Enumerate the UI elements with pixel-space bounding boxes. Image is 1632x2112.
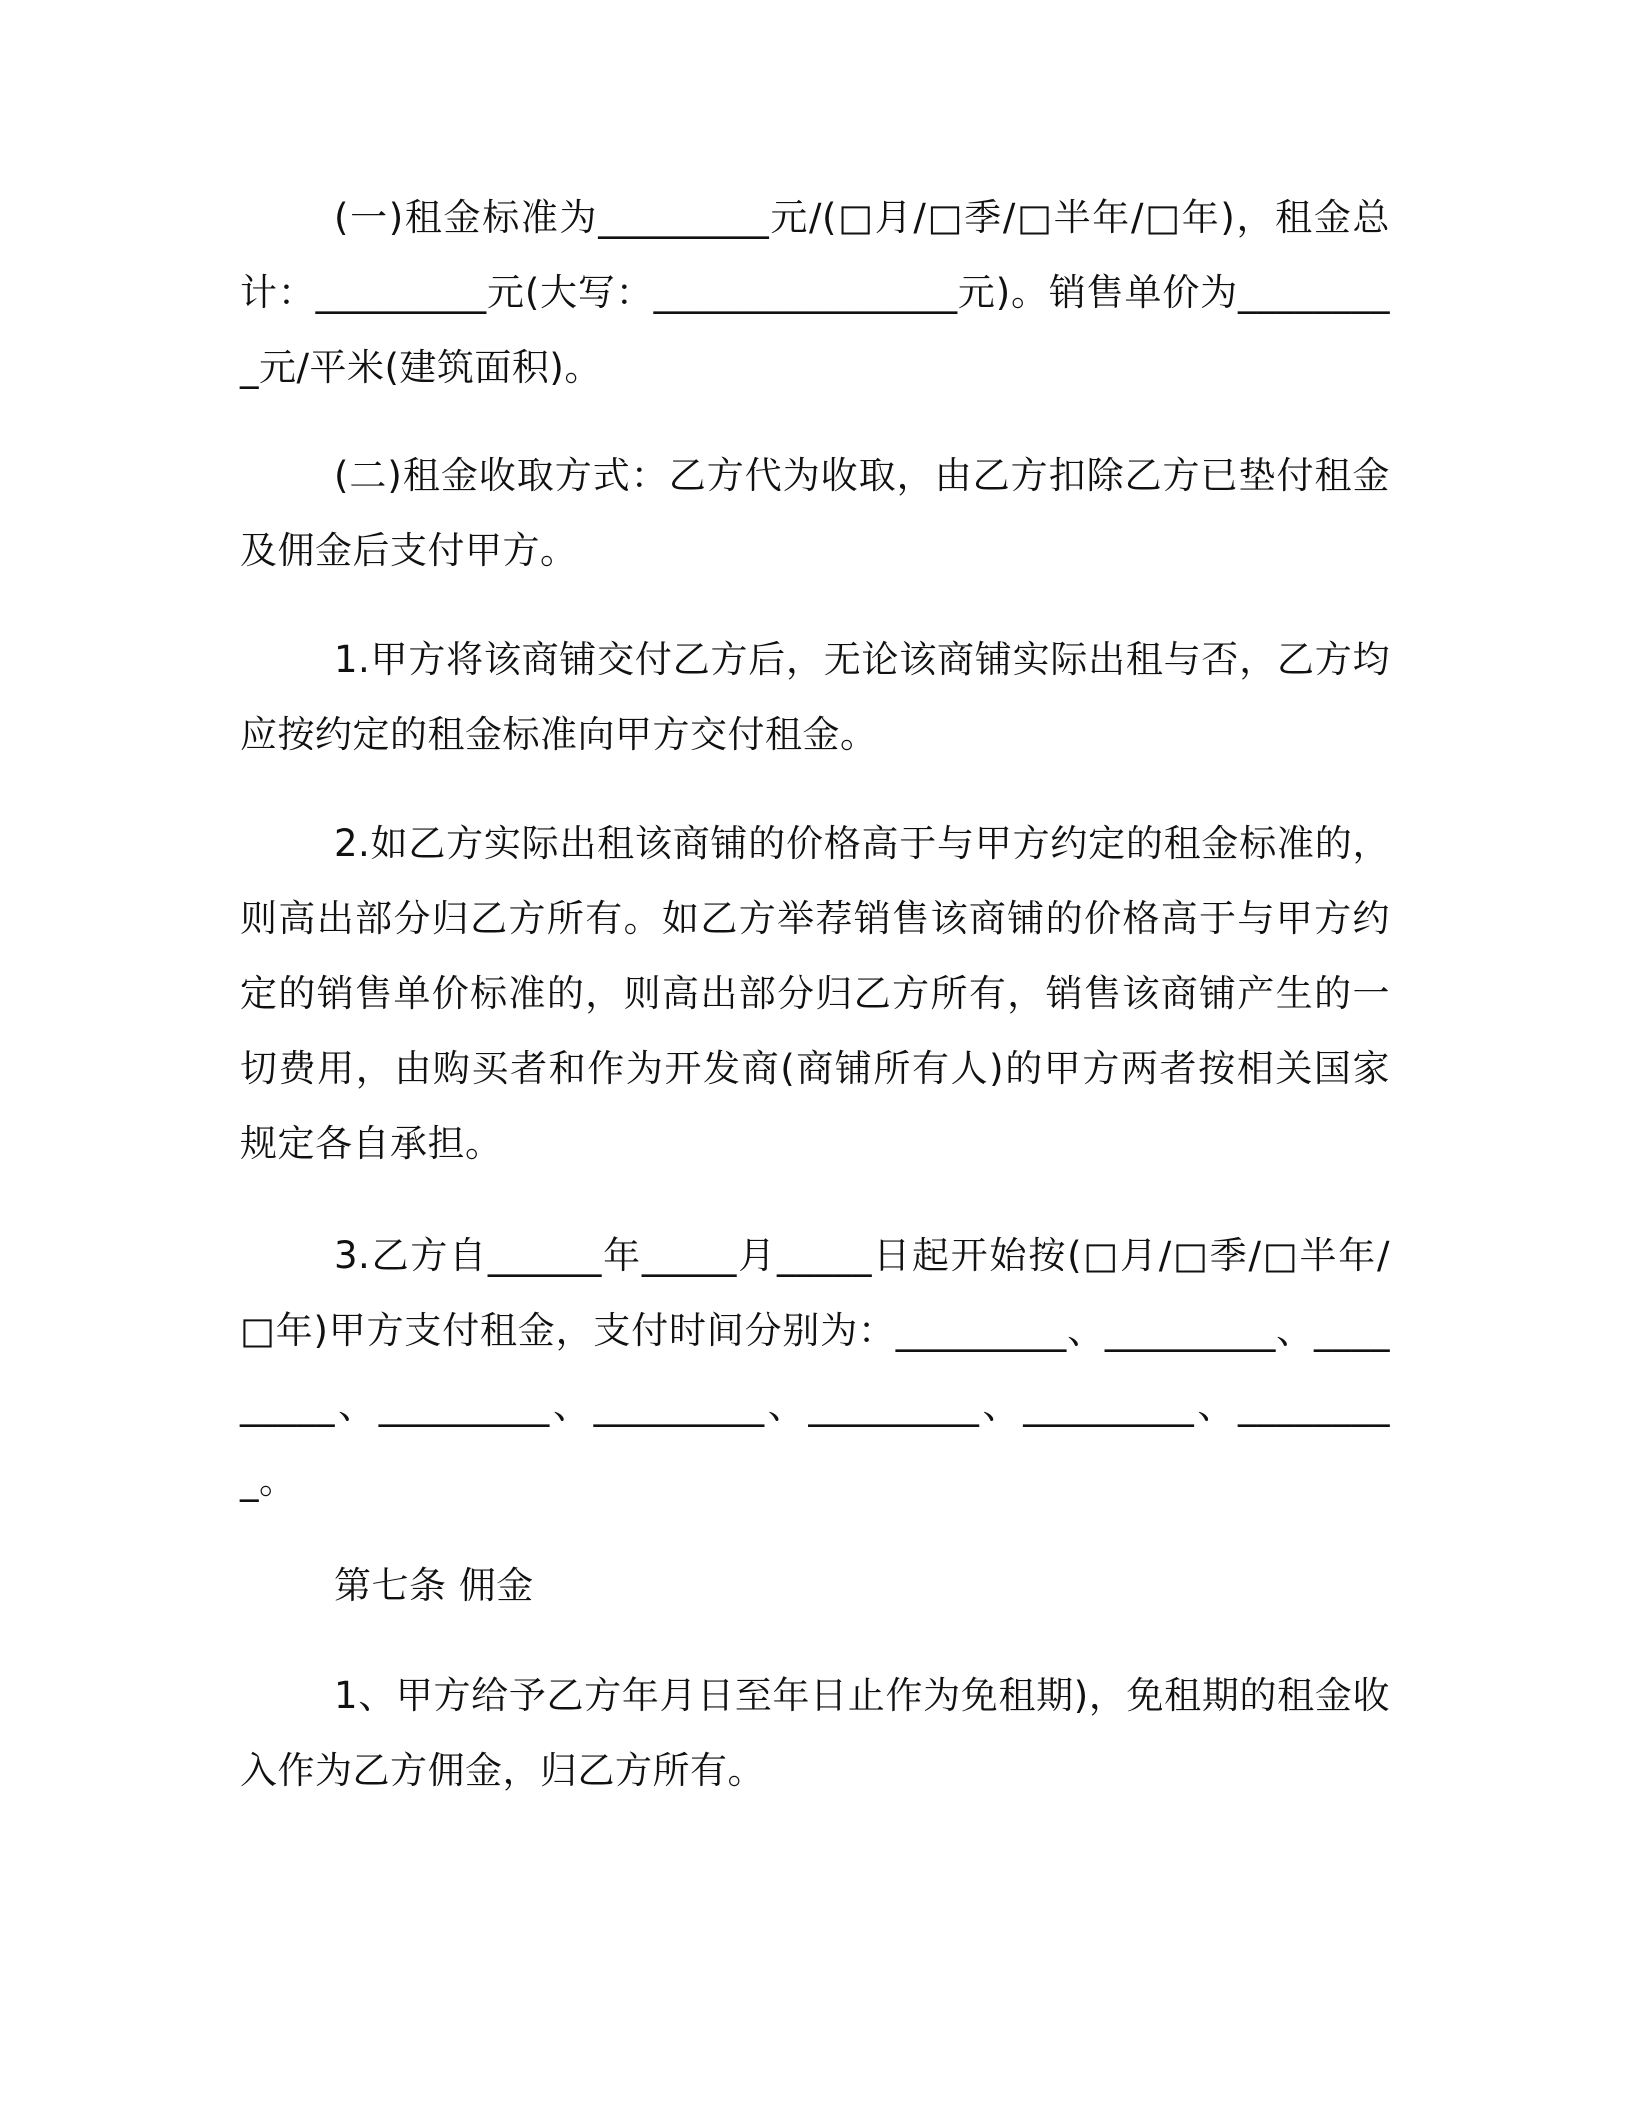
paragraph-rent-standard: (一)租金标准为_________元/(□月/□季/□半年/□年)，租金总计：_________元(大写：________________元)。销售单价为_________元/平米(建筑面积)。 (240, 196, 1390, 389)
paragraph-clause-2: 2.如乙方实际出租该商铺的价格高于与甲方约定的租金标准的，则高出部分归乙方所有。如乙方举荐销售该商铺的价格高于与甲方约定的销售单价标准的，则高出部分归乙方所有，销售该商铺产生的一切费用，由购买者和作为开发商(商铺所有人)的甲方两者按相关国家规定各自承担。 (240, 822, 1390, 1165)
paragraph-clause-1: 1.甲方将该商铺交付乙方后，无论该商铺实际出租与否，乙方均应按约定的租金标准向甲方交付租金。 (240, 638, 1390, 756)
section-heading-article-7: 第七条 佣金 (334, 1564, 534, 1607)
paragraph-commission-1: 1、甲方给予乙方年月日至年日止作为免租期)，免租期的租金收入作为乙方佣金，归乙方所有。 (240, 1674, 1390, 1792)
paragraph-clause-3: 3.乙方自______年_____月_____日起开始按(□月/□季/□半年/□年)甲方支付租金，支付时间分别为：_________、_________、_________、_________、_________、_________、_________、_________。 (240, 1234, 1390, 1502)
paragraph-rent-collection: (二)租金收取方式：乙方代为收取，由乙方扣除乙方已垫付租金及佣金后支付甲方。 (240, 454, 1390, 572)
